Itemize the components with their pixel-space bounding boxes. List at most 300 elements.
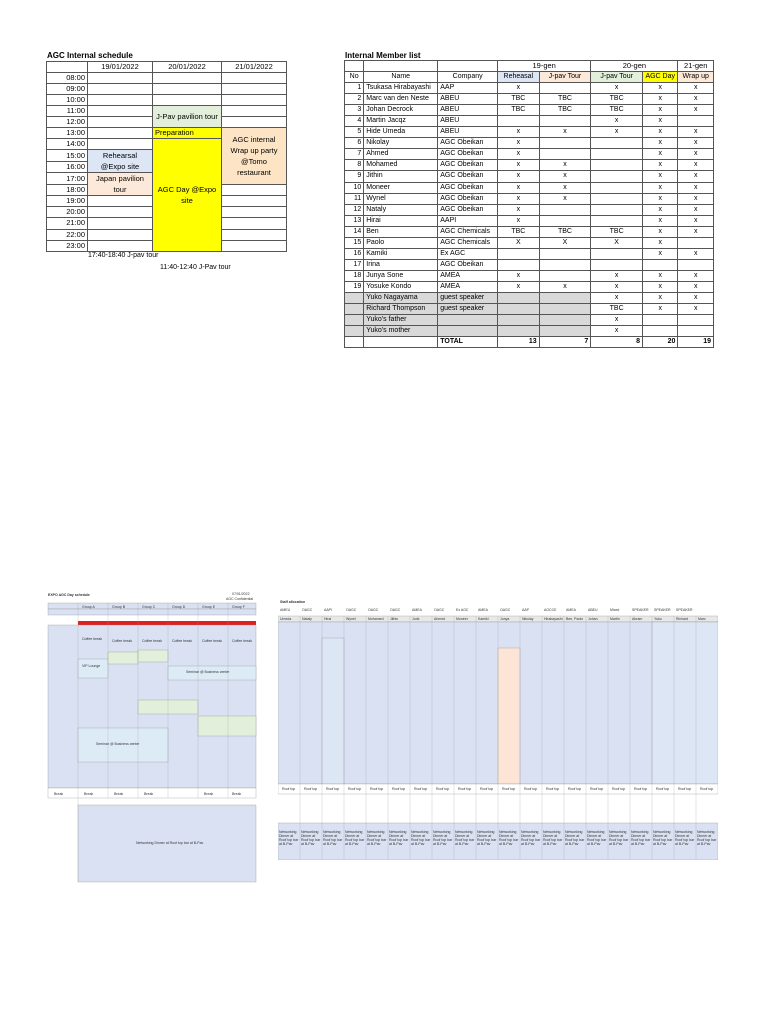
member-c2-cell: x (539, 127, 591, 138)
date-header: 21/01/2022 (222, 62, 287, 73)
member-c5-cell: x (678, 83, 714, 94)
networking-label: Networking Dinner at Roof top bar at B-Pav (653, 830, 673, 846)
member-company-cell: AGC Obeikan (438, 182, 498, 193)
roof-top-label: Roof top (458, 787, 472, 791)
guest-c3-cell: x (591, 292, 643, 303)
member-c4-cell: x (642, 182, 677, 193)
member-no-cell: 8 (345, 160, 364, 171)
total-cell: 20 (642, 337, 677, 348)
roof-top-label: Roof top (326, 787, 340, 791)
guest-c4-cell: x (642, 292, 677, 303)
staff-name: Abram (632, 617, 643, 621)
member-c3-cell (591, 160, 643, 171)
guest-name-cell: Richard Thompson (364, 304, 438, 315)
member-c4-cell: x (642, 193, 677, 204)
member-company-cell: ABEU (438, 127, 498, 138)
guest-row (345, 292, 714, 303)
member-c3-cell (591, 248, 643, 259)
member-c4-cell: x (642, 160, 677, 171)
member-no-cell: 15 (345, 237, 364, 248)
roof-top-label: Roof top (656, 787, 670, 791)
member-company-cell: AGC Obeikan (438, 160, 498, 171)
member-c1-cell: TBC (498, 94, 540, 105)
member-company-cell: AMEA (438, 270, 498, 281)
member-row (345, 204, 714, 215)
member-c2-cell (539, 204, 591, 215)
member-name-cell: Wynel (364, 193, 438, 204)
member-row (345, 259, 714, 270)
coffee-break: Coffee break (82, 637, 102, 641)
member-c5-cell: x (678, 281, 714, 292)
member-c1-cell: x (498, 160, 540, 171)
time-label: 10:00 (47, 95, 88, 106)
staff-name: Ben, Paolo (566, 617, 584, 621)
guest-row (345, 304, 714, 315)
member-c2-cell (539, 138, 591, 149)
member-c4-cell: x (642, 281, 677, 292)
roof-top-label: Roof top (590, 787, 604, 791)
networking-label: Networking Dinner at Roof top bar at B-Pav (301, 830, 321, 846)
wrap-up-party-cell: AGC internal Wrap up party @Tomo restaurant (222, 128, 287, 185)
networking-label: Networking Dinner at Roof top bar at B-Pav (521, 830, 541, 846)
agc-day-cell: AGC Day @Expo site (153, 139, 222, 251)
member-c4-cell: x (642, 215, 677, 226)
member-list-table (344, 60, 714, 348)
member-row (345, 171, 714, 182)
group-label: Group A (82, 605, 95, 609)
member-c2-cell: TBC (539, 226, 591, 237)
member-no-cell: 19 (345, 281, 364, 292)
member-c5-cell: x (678, 138, 714, 149)
staff-name: Nikolay (522, 617, 534, 621)
staff-company: OAGC (346, 608, 357, 612)
member-c4-cell: x (642, 270, 677, 281)
roof-top-label: Roof top (634, 787, 648, 791)
staff-company: ABEU (588, 608, 598, 612)
staff-company: AMEA (412, 608, 422, 612)
staff-name: Martin (610, 617, 620, 621)
col-header: Company (438, 72, 498, 83)
member-c5-cell: x (678, 105, 714, 116)
member-no-cell: 1 (345, 83, 364, 94)
total-label: TOTAL (438, 337, 498, 348)
staff-company: OAGC (500, 608, 511, 612)
guest-row (345, 326, 714, 337)
member-c3-cell: x (591, 270, 643, 281)
member-company-cell: AGC Obeikan (438, 149, 498, 160)
member-name-cell: Hirai (364, 215, 438, 226)
member-c3-cell: TBC (591, 105, 643, 116)
member-name-cell: Ben (364, 226, 438, 237)
staff-company: OAGC (390, 608, 401, 612)
time-label: 21:00 (47, 218, 88, 229)
member-name-cell: Ahmed (364, 149, 438, 160)
member-name-cell: Nikolay (364, 138, 438, 149)
col-header: AGC Day (642, 72, 677, 83)
member-row (345, 138, 714, 149)
member-c4-cell: x (642, 171, 677, 182)
staff-company: AGCCE (544, 608, 557, 612)
member-c3-cell: X (591, 237, 643, 248)
member-company-cell: ABEU (438, 94, 498, 105)
total-cell: 8 (591, 337, 643, 348)
time-label: 14:00 (47, 139, 88, 150)
member-c1-cell: TBC (498, 226, 540, 237)
date-header: 20/01/2022 (153, 62, 222, 73)
member-c1-cell: x (498, 171, 540, 182)
member-no-cell: 9 (345, 171, 364, 182)
member-c5-cell: x (678, 215, 714, 226)
member-c2-cell: x (539, 193, 591, 204)
roof-top-label: Roof top (436, 787, 450, 791)
networking-label: Networking Dinner at Roof top bar at B-Pav (587, 830, 607, 846)
break: Break (204, 792, 214, 796)
col-header: J-pav Tour (539, 72, 591, 83)
member-name-cell: Nataly (364, 204, 438, 215)
networking-label: Networking Dinner at Roof top bar at B-Pav (411, 830, 431, 846)
guest-c5-cell: x (678, 304, 714, 315)
time-label: 17:00 (47, 173, 88, 185)
time-label: 08:00 (47, 73, 88, 84)
col-header: J-pav Tour (591, 72, 643, 83)
member-no-cell: 3 (345, 105, 364, 116)
member-c5-cell (678, 116, 714, 127)
member-c1-cell: x (498, 193, 540, 204)
member-c2-cell: x (539, 160, 591, 171)
member-company-cell: AGC Chemicals (438, 226, 498, 237)
roof-top-label: Roof top (524, 787, 538, 791)
member-c1-cell: x (498, 281, 540, 292)
member-c3-cell: x (591, 281, 643, 292)
member-c4-cell: x (642, 105, 677, 116)
roof-top-label: Roof top (370, 787, 384, 791)
group-label: Group B (112, 605, 126, 609)
break: Break (232, 792, 242, 796)
member-c2-cell (539, 259, 591, 270)
networking-label: Networking Dinner at Roof top bar at B-Pav (323, 830, 343, 846)
member-company-cell: AMEA (438, 281, 498, 292)
roof-top-label: Roof top (568, 787, 582, 791)
total-cell: 7 (539, 337, 591, 348)
member-c2-cell: x (539, 182, 591, 193)
networking-label: Networking Dinner at Roof top bar at B-Pav (543, 830, 563, 846)
member-c4-cell: x (642, 237, 677, 248)
roof-top-label: Roof top (480, 787, 494, 791)
member-no-cell: 11 (345, 193, 364, 204)
staff-company: Ex AGC (456, 608, 469, 612)
break: Break (144, 792, 154, 796)
member-c2-cell (539, 149, 591, 160)
guest-company-cell: guest speaker (438, 292, 498, 303)
roof-top-label: Roof top (348, 787, 362, 791)
member-row (345, 182, 714, 193)
member-company-cell: AGC Obeikan (438, 138, 498, 149)
member-c1-cell: x (498, 83, 540, 94)
member-row (345, 94, 714, 105)
guest-c4-cell (642, 326, 677, 337)
tour-note-1: 17:40-18:40 J-pav tour (88, 252, 159, 259)
member-c5-cell: x (678, 193, 714, 204)
seminar: Seminar @ Business center (96, 742, 140, 746)
time-label: 12:00 (47, 117, 88, 128)
member-row (345, 215, 714, 226)
staff-name: Hirabayashi (544, 617, 563, 621)
member-no-cell: 7 (345, 149, 364, 160)
member-c5-cell: x (678, 204, 714, 215)
member-name-cell: Irina (364, 259, 438, 270)
guest-name-cell: Yuko's father (364, 315, 438, 326)
staff-company: OAGC (368, 608, 379, 612)
member-c1-cell: X (498, 237, 540, 248)
staff-company: AMEU (280, 608, 291, 612)
member-c3-cell (591, 138, 643, 149)
member-name-cell: Martin Jacqz (364, 116, 438, 127)
member-no-cell: 16 (345, 248, 364, 259)
group-label: Group C (142, 605, 156, 609)
member-c2-cell (539, 270, 591, 281)
member-c5-cell: x (678, 248, 714, 259)
guest-c3-cell: x (591, 315, 643, 326)
staff-name: Umeda (280, 617, 292, 621)
staff-company: AMEA (478, 608, 488, 612)
member-company-cell: AGC Chemicals (438, 237, 498, 248)
member-c2-cell (539, 83, 591, 94)
staff-company: OAGC (434, 608, 445, 612)
rehearsal-cell: Rehearsal @Expo site (88, 150, 153, 173)
member-c1-cell: x (498, 138, 540, 149)
networking-label: Networking Dinner at Roof top bar at B-Pav (609, 830, 629, 846)
thumb-title: EXPO AGC Day schedule (48, 593, 90, 597)
member-c5-cell: x (678, 182, 714, 193)
member-company-cell: AAPI (438, 215, 498, 226)
gen-header: 19-gen (498, 61, 591, 72)
japan-pavilion-tour-cell: Japan pavilion tour (88, 173, 153, 196)
member-name-cell: Junya Sone (364, 270, 438, 281)
staff-company: SPEAKER (632, 608, 649, 612)
staff-name: Ahmed (434, 617, 446, 621)
member-name-cell: Tsukasa Hirabayashi (364, 83, 438, 94)
networking-label: Networking Dinner at Roof top bar at B-Pav (455, 830, 475, 846)
member-c1-cell: TBC (498, 105, 540, 116)
guest-c3-cell: TBC (591, 304, 643, 315)
staff-company: SPEAKER (654, 608, 671, 612)
col-header: Wrap up (678, 72, 714, 83)
member-c5-cell: x (678, 149, 714, 160)
member-company-cell: ABEU (438, 116, 498, 127)
member-no-cell: 10 (345, 182, 364, 193)
staff-name: Moneer (456, 617, 468, 621)
networking-label: Networking Dinner at Roof top bar at B-Pav (279, 830, 299, 846)
member-c4-cell: x (642, 149, 677, 160)
member-c1-cell (498, 116, 540, 127)
member-c5-cell (678, 237, 714, 248)
break: Break (114, 792, 124, 796)
guest-c3-cell: x (591, 326, 643, 337)
member-row (345, 83, 714, 94)
roof-top-label: Roof top (304, 787, 318, 791)
roof-top-label: Roof top (392, 787, 406, 791)
vip-lounge: VIP Lounge (82, 664, 101, 668)
member-c5-cell: x (678, 94, 714, 105)
member-c4-cell: x (642, 248, 677, 259)
preparation-cell: Preparation (153, 128, 222, 139)
member-c1-cell: x (498, 215, 540, 226)
staff-name: Wynel (346, 617, 356, 621)
staff-company: Mixed (610, 608, 620, 612)
member-c4-cell: x (642, 204, 677, 215)
member-company-cell: AGC Obeikan (438, 171, 498, 182)
thumb-title: Staff allocation (280, 600, 306, 604)
member-name-cell: Jithin (364, 171, 438, 182)
staff-allocation-thumbnail (278, 598, 718, 860)
member-name-cell: Hide Umeda (364, 127, 438, 138)
group-label: Group F (232, 605, 245, 609)
roof-top-label: Roof top (282, 787, 296, 791)
time-label: 18:00 (47, 184, 88, 196)
member-c4-cell: x (642, 138, 677, 149)
staff-name: Richard (676, 617, 689, 621)
member-c3-cell (591, 215, 643, 226)
member-name-cell: Johan Decrock (364, 105, 438, 116)
thumb-date: 07/01/2022 (232, 592, 250, 596)
networking-label: Networking Dinner at Roof top bar at B-Pav (345, 830, 365, 846)
member-row (345, 270, 714, 281)
member-row (345, 193, 714, 204)
member-c3-cell: TBC (591, 94, 643, 105)
staff-name: Johan (588, 617, 598, 621)
coffee-break: Coffee break (172, 639, 192, 643)
guest-company-cell: guest speaker (438, 304, 498, 315)
total-cell: 19 (678, 337, 714, 348)
schedule-title: AGC Internal schedule (47, 51, 133, 60)
member-row (345, 248, 714, 259)
member-no-cell: 2 (345, 94, 364, 105)
guest-company-cell (438, 315, 498, 326)
time-label: 11:00 (47, 106, 88, 117)
member-no-cell: 18 (345, 270, 364, 281)
member-c4-cell: x (642, 116, 677, 127)
gen-header: 21-gen (678, 61, 714, 72)
staff-name: Junk (412, 617, 420, 621)
tour-note-2: 11:40-12:40 J-Pav tour (160, 264, 231, 271)
networking-label: Networking Dinner at Roof top bar at B-Pav (477, 830, 497, 846)
member-c4-cell: x (642, 127, 677, 138)
roof-top-label: Roof top (414, 787, 428, 791)
staff-name: Mohamed (368, 617, 384, 621)
coffee-break: Coffee break (232, 639, 252, 643)
coffee-break: Coffee break (112, 639, 132, 643)
member-c4-cell: x (642, 226, 677, 237)
networking-label: Networking Dinner at Roof top bar at B-Pav (565, 830, 585, 846)
time-label: 15:00 (47, 150, 88, 162)
member-c1-cell: x (498, 204, 540, 215)
member-row (345, 116, 714, 127)
member-c1-cell (498, 248, 540, 259)
member-company-cell: AGC Obeikan (438, 193, 498, 204)
time-label: 19:00 (47, 196, 88, 207)
member-c3-cell (591, 171, 643, 182)
seminar: Seminar @ Business center (186, 670, 230, 674)
roof-top-label: Roof top (546, 787, 560, 791)
member-c3-cell (591, 182, 643, 193)
member-c3-cell (591, 259, 643, 270)
guest-c4-cell (642, 315, 677, 326)
member-c5-cell (678, 259, 714, 270)
guest-c4-cell: x (642, 304, 677, 315)
break: Break (84, 792, 94, 796)
staff-company: AAP (522, 608, 530, 612)
networking-label: Networking Dinner at Roof top bar at B-Pav (697, 830, 717, 846)
member-c5-cell: x (678, 171, 714, 182)
member-c1-cell: x (498, 270, 540, 281)
jpav-pavilion-tour-cell: J-Pav pavilion tour (153, 106, 222, 128)
member-no-cell: 5 (345, 127, 364, 138)
member-name-cell: Mohamed (364, 160, 438, 171)
member-c2-cell: x (539, 171, 591, 182)
roof-top-label: Roof top (678, 787, 692, 791)
member-c2-cell: TBC (539, 105, 591, 116)
member-company-cell: AAP (438, 83, 498, 94)
member-no-cell: 17 (345, 259, 364, 270)
col-header: Reheasal (498, 72, 540, 83)
staff-name: Junya (500, 617, 510, 621)
networking-label: Networking Dinner at Roof top bar at B-Pav (675, 830, 695, 846)
staff-name: Jithin (390, 617, 399, 621)
internal-schedule-table (46, 61, 287, 252)
gen-header: 20-gen (591, 61, 678, 72)
guest-name-cell: Yuko Nagayama (364, 292, 438, 303)
member-row (345, 281, 714, 292)
networking-label: Networking Dinner at Roof top bar at B-Pav (367, 830, 387, 846)
member-c4-cell: x (642, 83, 677, 94)
coffee-break: Coffee break (142, 639, 162, 643)
member-c5-cell: x (678, 160, 714, 171)
member-c2-cell (539, 215, 591, 226)
group-label: Group D (172, 605, 186, 609)
member-no-cell: 14 (345, 226, 364, 237)
member-c3-cell (591, 149, 643, 160)
member-name-cell: Marc van den Neste (364, 94, 438, 105)
guest-name-cell: Yuko's mother (364, 326, 438, 337)
member-c3-cell: x (591, 116, 643, 127)
networking-label: Networking Dinner at Roof top bar at B-Pav (631, 830, 651, 846)
total-cell: 13 (498, 337, 540, 348)
guest-company-cell (438, 326, 498, 337)
member-row (345, 127, 714, 138)
member-row (345, 237, 714, 248)
member-c3-cell: TBC (591, 226, 643, 237)
member-c2-cell (539, 248, 591, 259)
thumb-grid (278, 598, 718, 860)
roof-top-label: Roof top (700, 787, 714, 791)
staff-name: Marc (698, 617, 706, 621)
roof-top-label: Roof top (612, 787, 626, 791)
member-no-cell: 4 (345, 116, 364, 127)
staff-name: Nataly (302, 617, 312, 621)
staff-company: AMEA (566, 608, 576, 612)
networking-dinner: Networking Dinner at Roof top bar at B-Pav (136, 841, 204, 845)
time-label: 20:00 (47, 207, 88, 218)
member-no-cell: 13 (345, 215, 364, 226)
break: Break (54, 792, 64, 796)
member-company-cell: Ex AGC (438, 248, 498, 259)
member-company-cell: AGC Obeikan (438, 204, 498, 215)
member-list-title: Internal Member list (345, 51, 421, 60)
member-c4-cell: x (642, 94, 677, 105)
member-company-cell: AGC Obeikan (438, 259, 498, 270)
guest-c5-cell (678, 326, 714, 337)
staff-company: AAPI (324, 608, 332, 612)
